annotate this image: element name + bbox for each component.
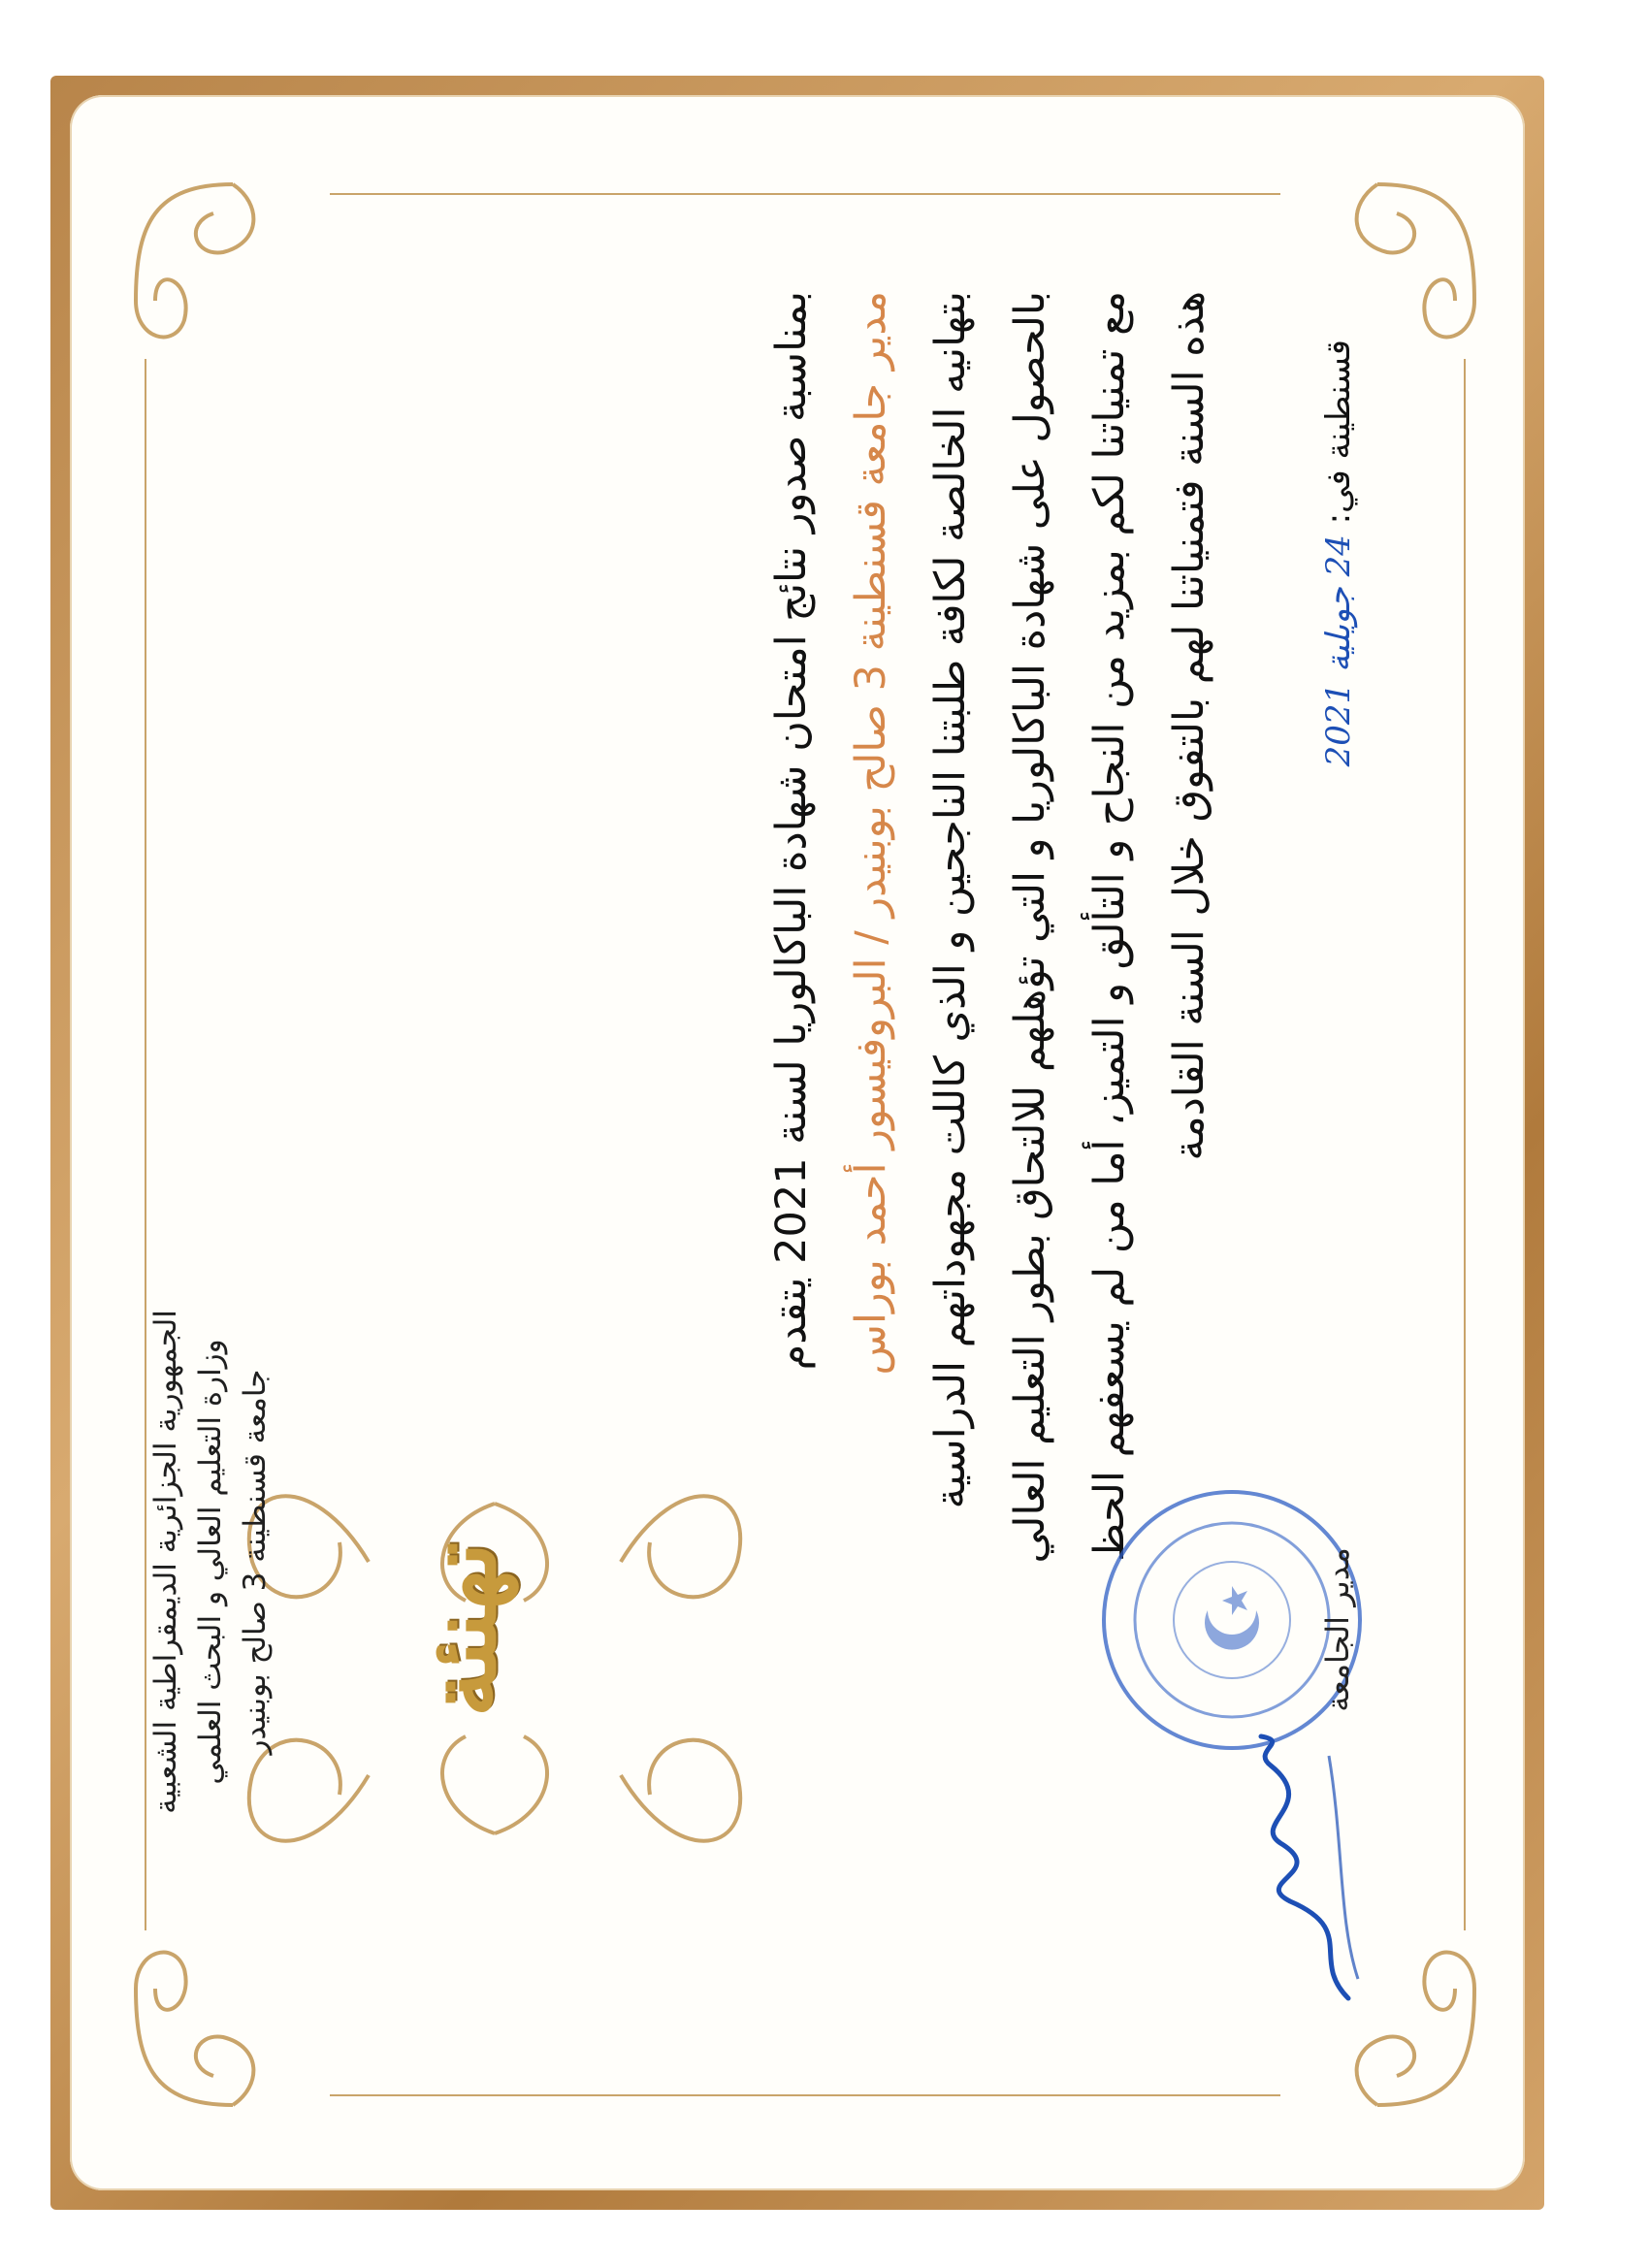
date-handwritten: 24 جويلية 2021 xyxy=(1319,535,1358,767)
certificate-title: تهنئة xyxy=(407,1541,517,1718)
date-prefix: قسنطينة في: xyxy=(1319,340,1358,525)
body-line-1: بمناسبة صدور نتائج امتحان شهادة الباكالوريا لسنة 2021 يتقدم xyxy=(767,291,816,1371)
body-line-3: بتهانيه الخالصة لكافة طلبتنا الناجحين و الذي كاللت مجهوداتهم الدراسية xyxy=(926,291,975,1509)
certificate-content xyxy=(116,165,1494,2124)
body-line-6: هذه السنة فتمنياتنا لهم بالتفوق خلال السنة القادمة xyxy=(1165,291,1213,1161)
signer-title: مدير الجامعة xyxy=(1319,1547,1356,1712)
date-line xyxy=(1319,340,1358,1213)
institution-header xyxy=(144,1261,277,1863)
body-line-4: بالحصول على شهادة الباكالوريا و التي تؤهلهم للالتحاق بطور التعليم العالي xyxy=(1006,291,1054,1564)
ministry-name: وزارة التعليم العالي و البحث العلمي xyxy=(193,1339,228,1785)
body-line-2-highlight: مدير جامعة قسنطينة 3 صالح بوبنيدر / البروفيسور أحمد بوراس xyxy=(847,291,895,1376)
republic-name: الجمهورية الجزائرية الديمقراطية الشعبية xyxy=(148,1310,183,1814)
university-name: جامعة قسنطينة 3 صالح بوبنيدر xyxy=(238,1369,273,1755)
body-line-5: مع تمنياتنا لكم بمزيد من النجاح و التألق و التميز، أما من لم يسعفهم الحظ xyxy=(1085,291,1134,1562)
